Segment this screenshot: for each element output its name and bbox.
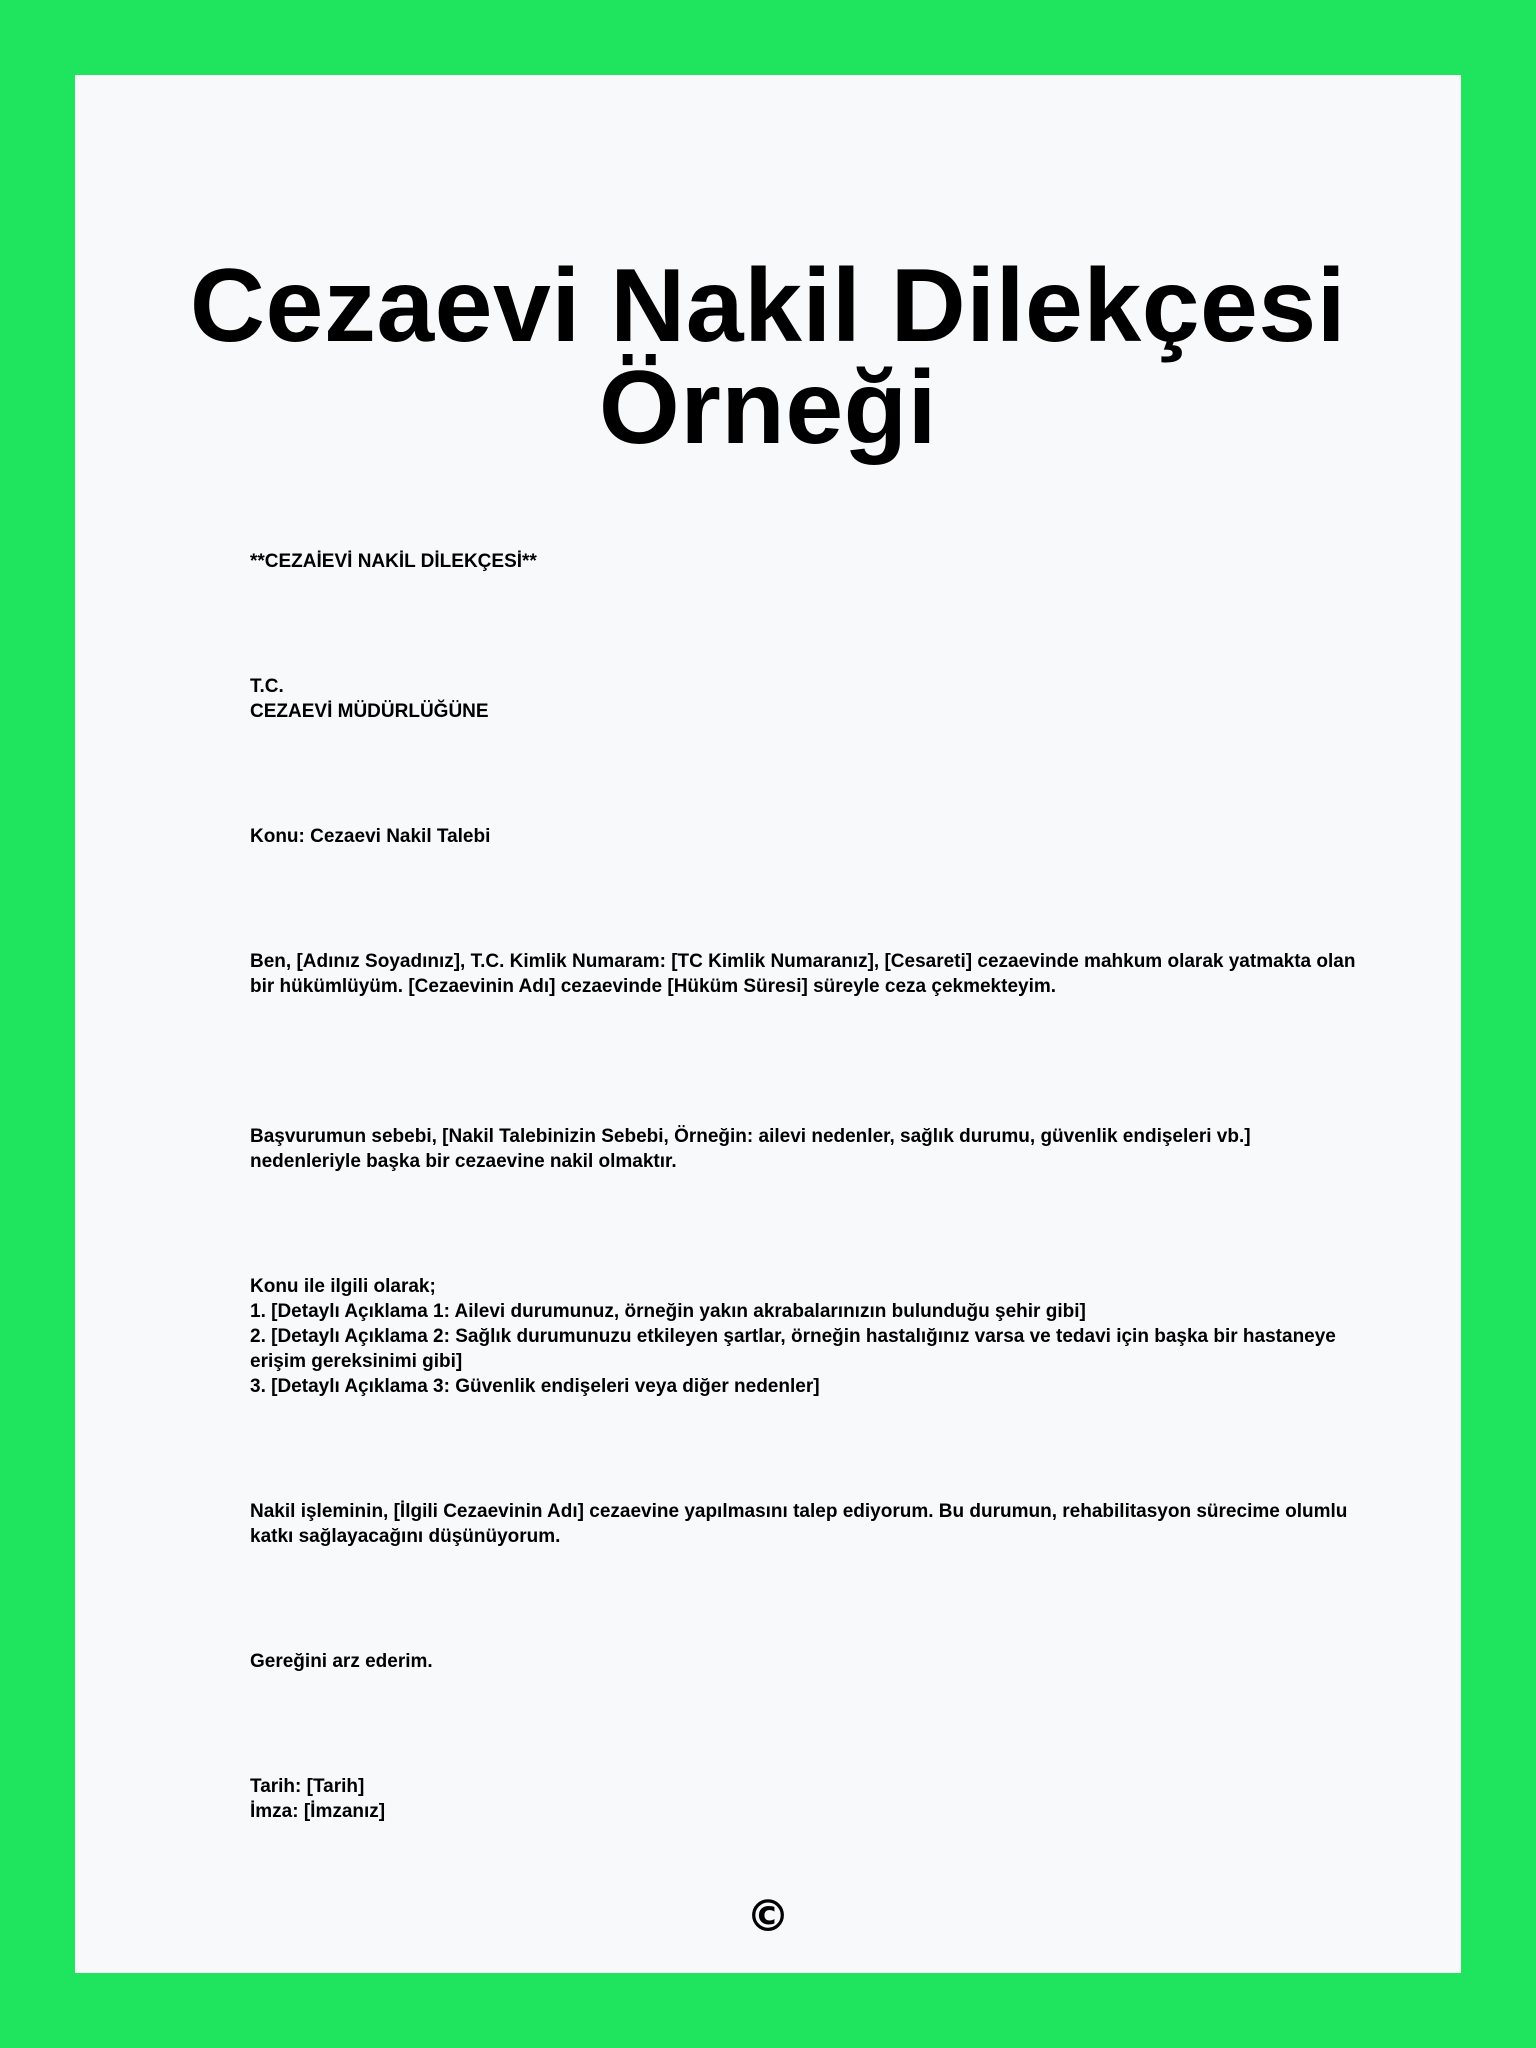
title-line-2: Örneği [598, 350, 938, 466]
addressee-line-2: CEZAEVİ MÜDÜRLÜĞÜNE [250, 701, 489, 722]
addressee-block [250, 674, 1360, 724]
details-intro: Konu ile ilgili olarak; [250, 1276, 436, 1297]
details-block [250, 1274, 1360, 1399]
reason-paragraph: Başvurumun sebebi, [Nakil Talebinizin Sebebi, Örneğin: ailevi nedenler, sağlık durumu, güvenlik endişeleri vb.] nedenleriyle başka bir cezaevine nakil olmaktır. [250, 1126, 1251, 1172]
closing-line: Gereğini arz ederim. [250, 1651, 433, 1672]
petition-heading: **CEZAİEVİ NAKİL DİLEKÇESİ** [250, 551, 537, 572]
signature-line: İmza: [İmzanız] [250, 1801, 386, 1822]
addressee-line-1: T.C. [250, 676, 284, 697]
page-title [75, 248, 1461, 466]
detail-item-2: 2. [Detaylı Açıklama 2: Sağlık durumunuzu etkileyen şartlar, örneğin hastalığınız varsa ve tedavi için başka bir hastaneye erişim gereksinimi gibi] [250, 1326, 1336, 1372]
intro-paragraph: Ben, [Adınız Soyadınız], T.C. Kimlik Numaram: [TC Kimlik Numaranız], [Cesareti] cezaevinde mahkum olarak yatmakta olan bir hükümlüyüm. [Cezaevinin Adı] cezaevinde [Hüküm Süresi] süreyle ceza çekmekteyim. [250, 951, 1356, 997]
copyright-icon: © [746, 1891, 790, 1942]
detail-item-1: 1. [Detaylı Açıklama 1: Ailevi durumunuz, örneğin yakın akrabalarınızın bulunduğu şehir gibi] [250, 1301, 1086, 1322]
request-paragraph: Nakil işleminin, [İlgili Cezaevinin Adı] cezaevine yapılmasını talep ediyorum. Bu durumun, rehabilitasyon sürecime olumlu katkı sağlayacağını düşünüyorum. [250, 1501, 1348, 1547]
document-page [75, 75, 1461, 1973]
date-line: Tarih: [Tarih] [250, 1776, 365, 1797]
signature-block [250, 1774, 1360, 1824]
subject-line: Konu: Cezaevi Nakil Talebi [250, 826, 491, 847]
title-line-1: Cezaevi Nakil Dilekçesi [189, 248, 1347, 364]
detail-item-3: 3. [Detaylı Açıklama 3: Güvenlik endişeleri veya diğer nedenler] [250, 1376, 820, 1397]
